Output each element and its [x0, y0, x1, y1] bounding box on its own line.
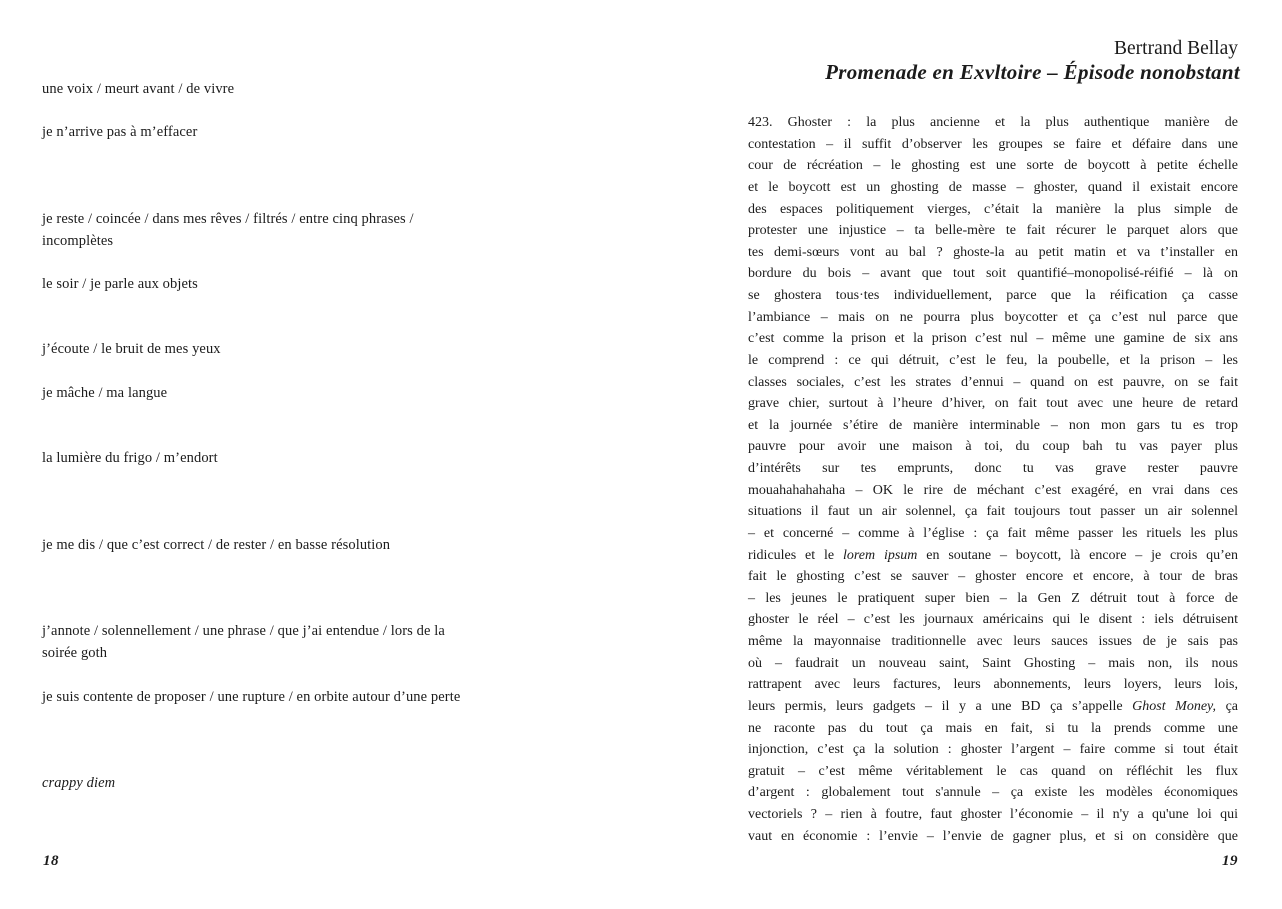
prose-line: rattrapent avec leurs factures, leurs abonnements, leurs loyers, leurs lois,: [748, 677, 1238, 693]
prose-line: vaut en économie : l’envie – l’envie de gagner plus, et si on considère que: [748, 828, 1238, 844]
prose-line: se ghostera tous·tes individuellement, parce que la réification ça casse: [748, 288, 1238, 303]
poem-line: j’annote / solennellement / une phrase / que j’ai entendue / lors de la: [42, 623, 445, 640]
poem-line: crappy diem: [42, 775, 116, 792]
prose-line: des espaces politiquement vierges, c’était la manière la plus simple de: [748, 201, 1238, 217]
prose-line: ne raconte pas du tout ça mais en fait, si tu la prends comme une: [748, 720, 1238, 736]
prose-line: tes demi-sœurs vont au bal ? ghoste-la au petit matin et va t’installer en: [748, 244, 1238, 260]
left-page-text: [42, 79, 662, 795]
poem-line: je me dis / que c’est correct / de rester / en basse résolution: [42, 536, 391, 553]
poem-line: je mâche / ma langue: [42, 384, 168, 401]
prose-line: d’intérêts sur tes emprunts, donc tu vas grave rester pauvre: [748, 461, 1238, 476]
prose-line: le comprend : ce qui détruit, c’est le feu, la poubelle, et la prison – les: [748, 352, 1238, 368]
poem-line: je n’arrive pas à m’effacer: [42, 124, 198, 141]
prose-line: ghoster le réel – c’est les journaux américains qui le disent : iels détruisent: [748, 612, 1238, 628]
prose-line: bordure du bois – avant que tout soit quantifié–monopolisé-réifié – là on: [748, 266, 1238, 282]
poem-line: une voix / meurt avant / de vivre: [42, 81, 235, 97]
prose-line: pauvre pour avoir une maison à toi, du coup bah tu vas payer plus: [748, 439, 1238, 455]
prose-line: c’est comme la prison et la prison c’est nul – même une gamine de six ans: [748, 331, 1238, 347]
prose-line: injonction, c’est ça la solution : ghoster l’argent – faire comme si tout était: [748, 742, 1238, 758]
prose-line: protester une injustice – ta belle-mère te fait récurer le parquet alors que: [748, 223, 1238, 239]
prose-line: – et concerné – comme à l’église : ça fait même passer les rituels les plus: [748, 525, 1238, 541]
chapter-title: Promenade en Exvltoire – Épisode nonobstant: [825, 60, 1240, 84]
prose-line: contestation – il suffit d’observer les groupes se faire et défaire dans une: [748, 136, 1238, 152]
prose-line: ridicules et le lorem ipsum en soutane – boycott, là encore – je crois qu’en: [748, 547, 1238, 563]
right-page-number: 19: [1222, 853, 1238, 869]
prose-line: situations il faut un air solennel, ça fait toujours tout passer un air solennel: [748, 504, 1238, 520]
prose-line: où – faudrait un nouveau saint, Saint Ghosting – mais non, ils nous: [748, 655, 1238, 671]
prose-line: classes sociales, c’est les strates d’ennui – quand on est pauvre, on se fait: [748, 374, 1238, 390]
prose-line: d’argent : globalement tout s'annule – ça existe les modèles économiques: [748, 785, 1238, 801]
prose-line: grave chier, surtout à l’heure d’hiver, on fait tout avec une heure de retard: [748, 396, 1238, 412]
prose-line: même la mayonnaise traditionnelle avec leurs sauces issues de je sais pas: [748, 634, 1238, 649]
right-page-text: [748, 112, 1238, 847]
prose-line: vectoriels ? – rien à foutre, faut ghoster l’économie – il n'y a qu'une loi qui: [748, 807, 1238, 822]
prose-line: cour de récréation – le ghosting est une sorte de boycott à petite échelle: [748, 158, 1238, 174]
prose-line: – les jeunes le pratiquent super bien – la Gen Z détruit tout à force de: [748, 590, 1238, 606]
prose-line: fait le ghosting c’est se sauver – ghoster encore et encore, à tour de bras: [748, 569, 1238, 585]
prose-line: mouahahahahaha – OK le rire de méchant c’est exagéré, en vrai dans ces: [748, 482, 1238, 498]
prose-line: et la journée s’étire de manière interminable – non mon gars tu es trop: [748, 417, 1238, 433]
poem-line: je reste / coincée / dans mes rêves / filtrés / entre cinq phrases /: [42, 211, 414, 228]
prose-line: leurs permis, leurs gadgets – il y a une BD ça s’appelle Ghost Money, ça: [748, 698, 1238, 714]
prose-line: 423. Ghoster : la plus ancienne et la plus authentique manière de: [748, 115, 1238, 130]
poem-line: soirée goth: [42, 645, 108, 662]
author-name: Bertrand Bellay: [1114, 38, 1238, 59]
prose-line: gratuit – c’est même véritablement le cas quand on réfléchit les flux: [748, 763, 1238, 779]
poem-line: incomplètes: [42, 232, 114, 249]
prose-line: et le boycott est un ghosting de masse – ghoster, quand il existait encore: [748, 179, 1238, 195]
prose-line: l’ambiance – mais on ne pourra plus boycotter et ça c’est nul parce que: [748, 309, 1238, 325]
poem-line: je suis contente de proposer / une rupture / en orbite autour d’une perte: [42, 688, 461, 705]
left-page-number: 18: [43, 853, 59, 869]
poem-line: j’écoute / le bruit de mes yeux: [42, 341, 221, 358]
poem-line: le soir / je parle aux objets: [42, 276, 198, 293]
poem-line: la lumière du frigo / m’endort: [42, 449, 218, 466]
